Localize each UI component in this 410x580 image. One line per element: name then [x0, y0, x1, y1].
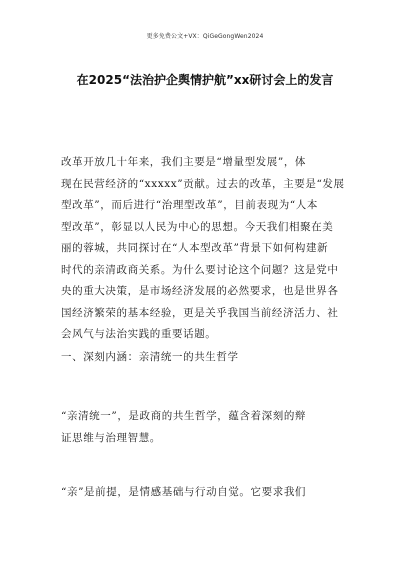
- text-line: 型改革”，彰显以人民为中心的思想。今天我们相聚在美: [61, 220, 334, 233]
- text-line: 央的重大决策，是市场经济发展的必然要求，也是世界各: [61, 285, 339, 297]
- text-line: 时代的亲清政商关系。为什么要讨论这个问题？这是党中: [61, 263, 339, 276]
- section-heading-text: 一、深刻内涵：亲清统一的共生哲学: [61, 351, 239, 363]
- text-line: 改革开放几十年来，我们主要是“增量型发展”，体: [61, 156, 307, 168]
- paragraph-intro: [61, 152, 363, 346]
- section-heading: [61, 347, 363, 369]
- document-title: 在2025“法治护企舆情护航”xx研讨会上的发言: [76, 73, 334, 87]
- text-line: 会风气与法治实践的重要话题。: [61, 328, 217, 340]
- text-line: 丽的蓉城，共同探讨在“人本型改革”背景下如何构建新: [61, 242, 329, 254]
- header-note: 更多免费公文+VX：QiGeGongWen2024: [146, 33, 264, 40]
- text-line: 现在民营经济的“xxxxx”贡献。过去的改革，主要是“发展: [61, 177, 345, 190]
- text-line: “亲清统一”，是政商的共生哲学，蕴含着深刻的辩: [61, 410, 307, 422]
- paragraph-qinqing: [61, 406, 363, 449]
- text-line: 型改革”，而后进行“治理型改革”，目前表现为“人本: [61, 199, 318, 211]
- paragraph-qin: [61, 482, 363, 504]
- text-line: 证思维与治理智慧。: [61, 431, 161, 444]
- text-line: 国经济繁荣的基本经验，更是关乎我国当前经济活力、社: [61, 306, 339, 319]
- text-line: “亲”是前提，是情感基础与行动自觉。它要求我们: [61, 486, 307, 498]
